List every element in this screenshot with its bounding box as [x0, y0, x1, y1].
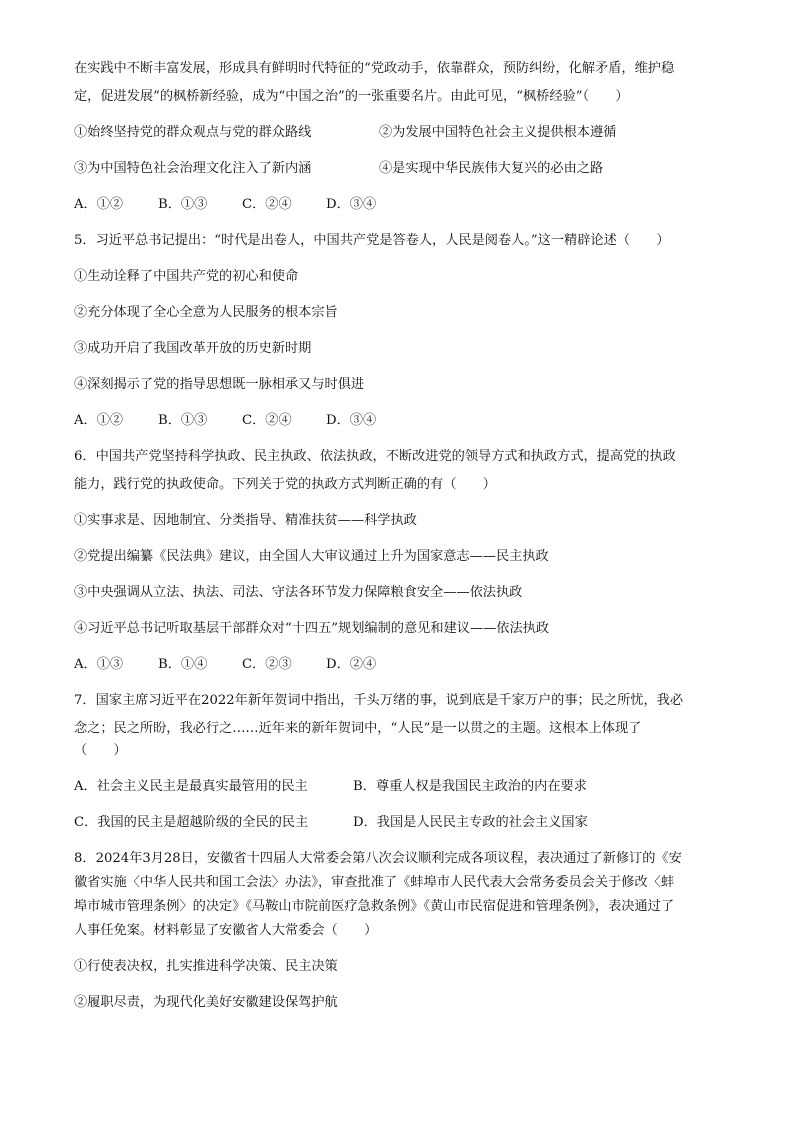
- question-7: [74, 690, 720, 834]
- question-stem-line: 能力，践行党的执政使命。下列关于党的执政方式判断正确的有（ ）: [74, 477, 496, 492]
- option-b[interactable]: B．①③: [158, 413, 208, 428]
- answer-options: [74, 776, 720, 798]
- option-a[interactable]: A．社会主义民主是最真实最管用的民主: [74, 779, 308, 794]
- question-stem-line: 在实践中不断丰富发展，形成具有鲜明时代特征的“党政动手，依靠群众，预防纠纷，化解矛盾，维护稳: [74, 61, 675, 76]
- statement: ①实事求是、因地制宜、分类指导、精准扶贫——科学执政: [74, 513, 417, 528]
- question-stem-line: 人事任免案。材料彰显了安徽省人大常委会（ ）: [74, 923, 378, 938]
- statement-row: [74, 122, 720, 144]
- question-stem-line: 徽省实施〈中华人民共和国工会法〉办法》，审查批准了《蚌埠市人民代表大会常务委员会关于修改〈蚌: [74, 875, 675, 890]
- statement: ④深刻揭示了党的指导思想既一脉相承又与时俱进: [74, 377, 365, 392]
- statement: ②充分体现了全心全意为人民服务的根本宗旨: [74, 305, 338, 320]
- option-d[interactable]: D．②④: [326, 657, 377, 672]
- option-d[interactable]: D．③④: [326, 197, 377, 212]
- question-stem-line: 定，促进发展”的枫桥新经验，成为“中国之治”的一张重要名片。由此可见，“枫桥经验”（ ）: [74, 89, 629, 104]
- option-d[interactable]: D．我国是人民民主专政的社会主义国家: [353, 815, 588, 830]
- question-stem-line: 8．2024年3月28日，安徽省十四届人大常委会第八次会议顺利完成各项议程，表决通过了新修订的《安: [74, 851, 682, 866]
- question-4: [74, 58, 720, 216]
- question-stem-line: 念之；民之所盼，我必行之……近年来的新年贺词中，“人民”是一以贯之的主题。这根本上体现了: [74, 721, 642, 736]
- option-b[interactable]: B．尊重人权是我国民主政治的内在要求: [353, 779, 587, 794]
- question-stem-line: 5．习近平总书记提出：“时代是出卷人，中国共产党是答卷人，人民是阅卷人。”这一精辟论述（ ）: [74, 233, 670, 248]
- option-b[interactable]: B．①④: [158, 657, 208, 672]
- statement: ①始终坚持党的群众观点与党的群众路线: [74, 125, 312, 140]
- option-c[interactable]: C．②③: [242, 657, 292, 672]
- question-8: [74, 848, 720, 1014]
- statement: ①行使表决权，扎实推进科学决策、民主决策: [74, 959, 338, 974]
- option-c[interactable]: C．②④: [242, 197, 292, 212]
- statement: ②党提出编纂《民法典》建议，由全国人大审议通过上升为国家意志——民主执政: [74, 549, 549, 564]
- statement: ③为中国特色社会治理文化注入了新内涵: [74, 161, 312, 176]
- answer-options: [74, 194, 720, 216]
- statement: ②为发展中国特色社会主义提供根本遵循: [379, 125, 617, 140]
- answer-options: [74, 812, 720, 834]
- option-a[interactable]: A．①②: [74, 197, 124, 212]
- option-a[interactable]: A．①③: [74, 657, 124, 672]
- answer-options: [74, 654, 720, 676]
- statement: ②履职尽责，为现代化美好安徽建设保驾护航: [74, 995, 338, 1010]
- option-a[interactable]: A．①②: [74, 413, 124, 428]
- question-stem-line: 埠市城市管理条例〉的决定》《马鞍山市院前医疗急救条例》《黄山市民宿促进和管理条例》，表决通过了: [74, 899, 675, 914]
- option-c[interactable]: C．②④: [242, 413, 292, 428]
- option-d[interactable]: D．③④: [326, 413, 377, 428]
- statement: ③成功开启了我国改革开放的历史新时期: [74, 341, 312, 356]
- question-stem-line: 7．国家主席习近平在2022年新年贺词中指出，千头万绪的事，说到底是千家万户的事；民之所忧，我必: [74, 693, 684, 708]
- statement: ①生动诠释了中国共产党的初心和使命: [74, 269, 299, 284]
- statement-row: [74, 158, 720, 180]
- statement: ③中央强调从立法、执法、司法、守法各环节发力保障粮食安全——依法执政: [74, 585, 523, 600]
- question-5: [74, 230, 720, 432]
- statement: ④是实现中华民族伟大复兴的必由之路: [379, 161, 604, 176]
- option-b[interactable]: B．①③: [158, 197, 208, 212]
- option-c[interactable]: C．我国的民主是超越阶级的全民的民主: [74, 815, 309, 830]
- answer-options: [74, 410, 720, 432]
- question-6: [74, 446, 720, 676]
- question-stem-line: （ ）: [74, 743, 127, 758]
- question-stem-line: 6．中国共产党坚持科学执政、民主执政、依法执政，不断改进党的领导方式和执政方式，提高党的执政: [74, 449, 676, 464]
- statement: ④习近平总书记听取基层干部群众对“十四五”规划编制的意见和建议——依法执政: [74, 621, 550, 636]
